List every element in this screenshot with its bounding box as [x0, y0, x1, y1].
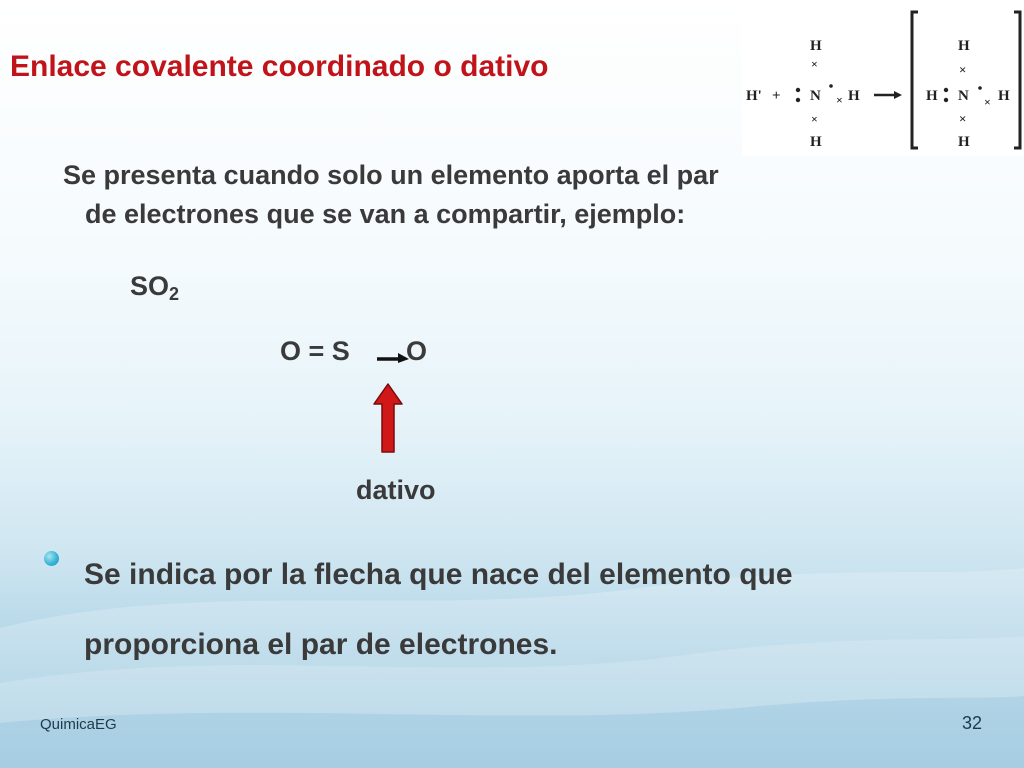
lewis-plus-sign: +	[772, 88, 781, 104]
lewis-h-top-left: H	[810, 38, 822, 54]
lewis-x-mark: ×	[984, 95, 991, 109]
page-number: 32	[962, 713, 983, 733]
lewis-h-bottom-left: H	[810, 134, 822, 150]
equation-left: O = S	[280, 336, 350, 366]
bullet-line-2: proporciona el par de electrones.	[84, 628, 558, 661]
lewis-n-reactant: N	[810, 88, 821, 104]
lewis-h-top-right: H	[958, 38, 970, 54]
lewis-x-mark: ×	[836, 93, 843, 107]
red-up-arrow-icon	[372, 382, 404, 454]
equation-right: O	[406, 336, 428, 366]
bullet-line-1: Se indica por la flecha que nace del elemento que	[84, 558, 793, 591]
footer-author: QuimicaEG	[40, 716, 117, 733]
dativo-label: dativo	[356, 475, 436, 505]
lewis-h-right-product: H	[998, 88, 1010, 104]
slide-title: Enlace covalente coordinado o dativo	[10, 50, 549, 83]
lewis-structure-diagram	[742, 8, 1024, 156]
lewis-h-bottom-right: H	[958, 134, 970, 150]
lewis-h-left-product: H	[926, 88, 938, 104]
chemical-formula	[130, 271, 179, 305]
lewis-x-mark: ×	[959, 111, 967, 126]
bullet-icon	[44, 551, 59, 566]
lewis-h-ion: H'	[746, 88, 762, 104]
lewis-n-product: N	[958, 88, 969, 104]
lewis-h-right-reactant: H	[848, 88, 860, 104]
definition-paragraph	[63, 156, 923, 234]
formula-subscript: 2	[169, 284, 180, 304]
paragraph-line-2: de electrones que se van a compartir, ejemplo:	[85, 199, 686, 229]
lewis-x-mark: ×	[811, 57, 818, 71]
lewis-x-mark: ×	[811, 112, 818, 126]
lewis-x-mark: ×	[959, 62, 967, 77]
paragraph-line-1: Se presenta cuando solo un elemento aporta el par	[63, 160, 719, 190]
dative-bond-arrow-icon	[376, 349, 410, 365]
bullet-text	[84, 540, 984, 680]
formula-base: SO	[130, 271, 170, 301]
